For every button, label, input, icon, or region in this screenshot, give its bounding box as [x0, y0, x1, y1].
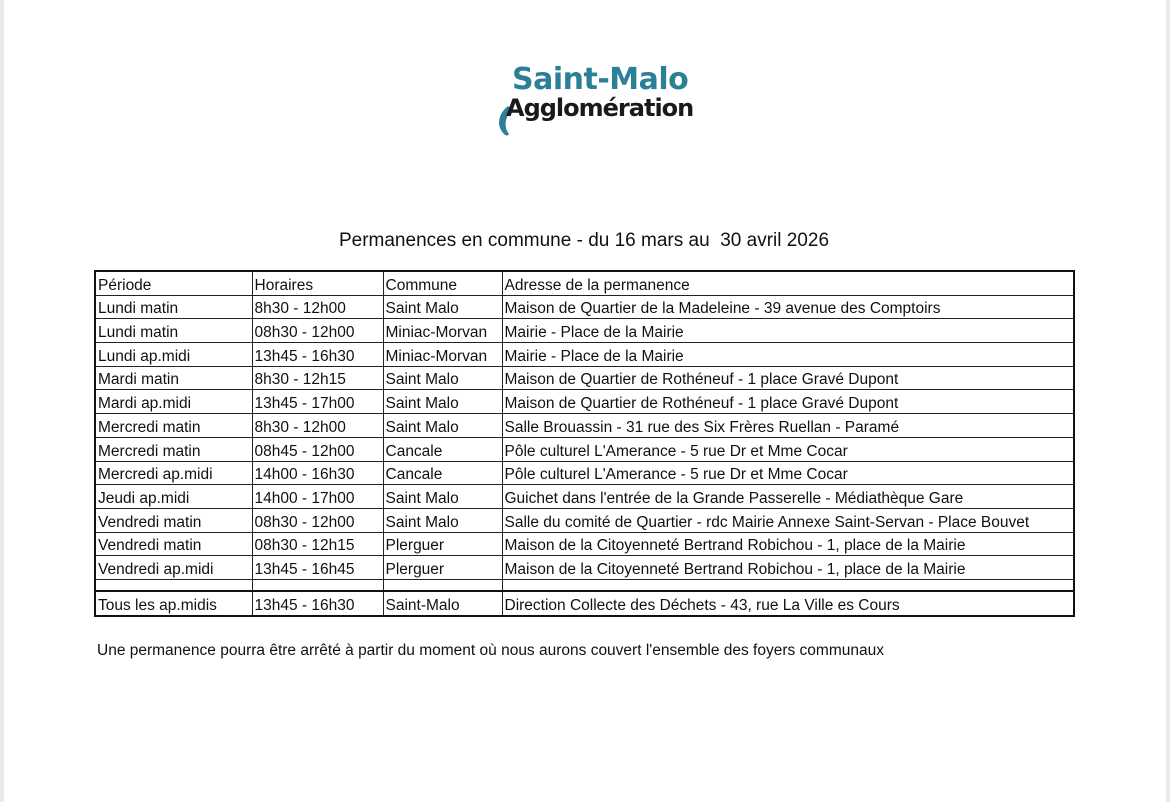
cell-commune: Miniac-Morvan [383, 319, 502, 343]
header-commune: Commune [383, 271, 502, 295]
cell-horaires: 8h30 - 12h00 [252, 295, 383, 319]
cell-commune: Cancale [383, 461, 502, 485]
logo-line-1: Saint-Malo [512, 62, 689, 97]
table-row [95, 414, 1074, 438]
cell-adresse: Guichet dans l'entrée de la Grande Passerelle - Médiathèque Gare [502, 485, 1074, 509]
cell-periode: Tous les ap.midis [95, 591, 252, 616]
cell-adresse: Pôle culturel L'Amerance - 5 rue Dr et Mme Cocar [502, 437, 1074, 461]
table-body [95, 295, 1074, 615]
cell-adresse: Pôle culturel L'Amerance - 5 rue Dr et Mme Cocar [502, 461, 1074, 485]
cell-adresse: Maison de Quartier de la Madeleine - 39 avenue des Comptoirs [502, 295, 1074, 319]
cell-horaires: 14h00 - 16h30 [252, 461, 383, 485]
cell-adresse: Maison de la Citoyenneté Bertrand Robichou - 1, place de la Mairie [502, 556, 1074, 580]
table-row [95, 437, 1074, 461]
saint-malo-agglomeration-logo [494, 62, 709, 138]
cell-adresse: Maison de Quartier de Rothéneuf - 1 place Gravé Dupont [502, 390, 1074, 414]
header-periode: Période [95, 271, 252, 295]
cell-horaires: 13h45 - 16h30 [252, 591, 383, 616]
cell-periode: Lundi matin [95, 295, 252, 319]
spacer-cell [95, 579, 252, 591]
cell-periode: Lundi matin [95, 319, 252, 343]
cell-adresse: Salle Brouassin - 31 rue des Six Frères Ruellan - Paramé [502, 414, 1074, 438]
footnote: Une permanence pourra être arrêté à partir du moment où nous aurons couvert l'ensemble des foyers communaux [97, 642, 884, 659]
header-horaires: Horaires [252, 271, 383, 295]
spacer-row [95, 579, 1074, 591]
document-title: Permanences en commune - du 16 mars au 30 avril 2026 [338, 230, 830, 251]
table-row [95, 532, 1074, 556]
cell-periode: Mercredi matin [95, 437, 252, 461]
cell-horaires: 8h30 - 12h15 [252, 366, 383, 390]
cell-periode: Mardi ap.midi [95, 390, 252, 414]
permanences-table [94, 270, 1075, 617]
cell-horaires: 08h30 - 12h15 [252, 532, 383, 556]
table-row [95, 556, 1074, 580]
cell-periode: Mercredi matin [95, 414, 252, 438]
table-row [95, 485, 1074, 509]
cell-horaires: 13h45 - 16h45 [252, 556, 383, 580]
spacer-cell [252, 579, 383, 591]
cell-horaires: 14h00 - 17h00 [252, 485, 383, 509]
cell-commune: Miniac-Morvan [383, 343, 502, 367]
cell-horaires: 13h45 - 16h30 [252, 343, 383, 367]
cell-commune: Saint-Malo [383, 591, 502, 616]
cell-horaires: 13h45 - 17h00 [252, 390, 383, 414]
spacer-cell [502, 579, 1074, 591]
table-row [95, 390, 1074, 414]
spacer-cell [383, 579, 502, 591]
table-row [95, 591, 1074, 616]
cell-horaires: 8h30 - 12h00 [252, 414, 383, 438]
cell-commune: Plerguer [383, 556, 502, 580]
cell-commune: Saint Malo [383, 508, 502, 532]
cell-horaires: 08h30 - 12h00 [252, 319, 383, 343]
cell-periode: Lundi ap.midi [95, 343, 252, 367]
table-row [95, 319, 1074, 343]
table-row [95, 508, 1074, 532]
table-row [95, 295, 1074, 319]
cell-periode: Mercredi ap.midi [95, 461, 252, 485]
cell-commune: Saint Malo [383, 414, 502, 438]
cell-periode: Vendredi matin [95, 532, 252, 556]
cell-periode: Vendredi ap.midi [95, 556, 252, 580]
document-page [4, 0, 1166, 802]
table-row [95, 366, 1074, 390]
cell-adresse: Mairie - Place de la Mairie [502, 343, 1074, 367]
header-adresse: Adresse de la permanence [502, 271, 1074, 295]
cell-periode: Vendredi matin [95, 508, 252, 532]
cell-adresse: Direction Collecte des Déchets - 43, rue La Ville es Cours [502, 591, 1074, 616]
cell-adresse: Salle du comité de Quartier - rdc Mairie Annexe Saint-Servan - Place Bouvet [502, 508, 1074, 532]
cell-commune: Plerguer [383, 532, 502, 556]
cell-adresse: Maison de Quartier de Rothéneuf - 1 place Gravé Dupont [502, 366, 1074, 390]
table-row [95, 343, 1074, 367]
cell-horaires: 08h45 - 12h00 [252, 437, 383, 461]
cell-commune: Saint Malo [383, 295, 502, 319]
cell-adresse: Mairie - Place de la Mairie [502, 319, 1074, 343]
cell-horaires: 08h30 - 12h00 [252, 508, 383, 532]
logo-line-2: Agglomération [506, 94, 694, 122]
cell-commune: Saint Malo [383, 366, 502, 390]
cell-commune: Cancale [383, 437, 502, 461]
cell-adresse: Maison de la Citoyenneté Bertrand Robichou - 1, place de la Mairie [502, 532, 1074, 556]
table-row [95, 461, 1074, 485]
cell-periode: Jeudi ap.midi [95, 485, 252, 509]
cell-commune: Saint Malo [383, 485, 502, 509]
table-header-row [95, 271, 1074, 295]
cell-periode: Mardi matin [95, 366, 252, 390]
cell-commune: Saint Malo [383, 390, 502, 414]
